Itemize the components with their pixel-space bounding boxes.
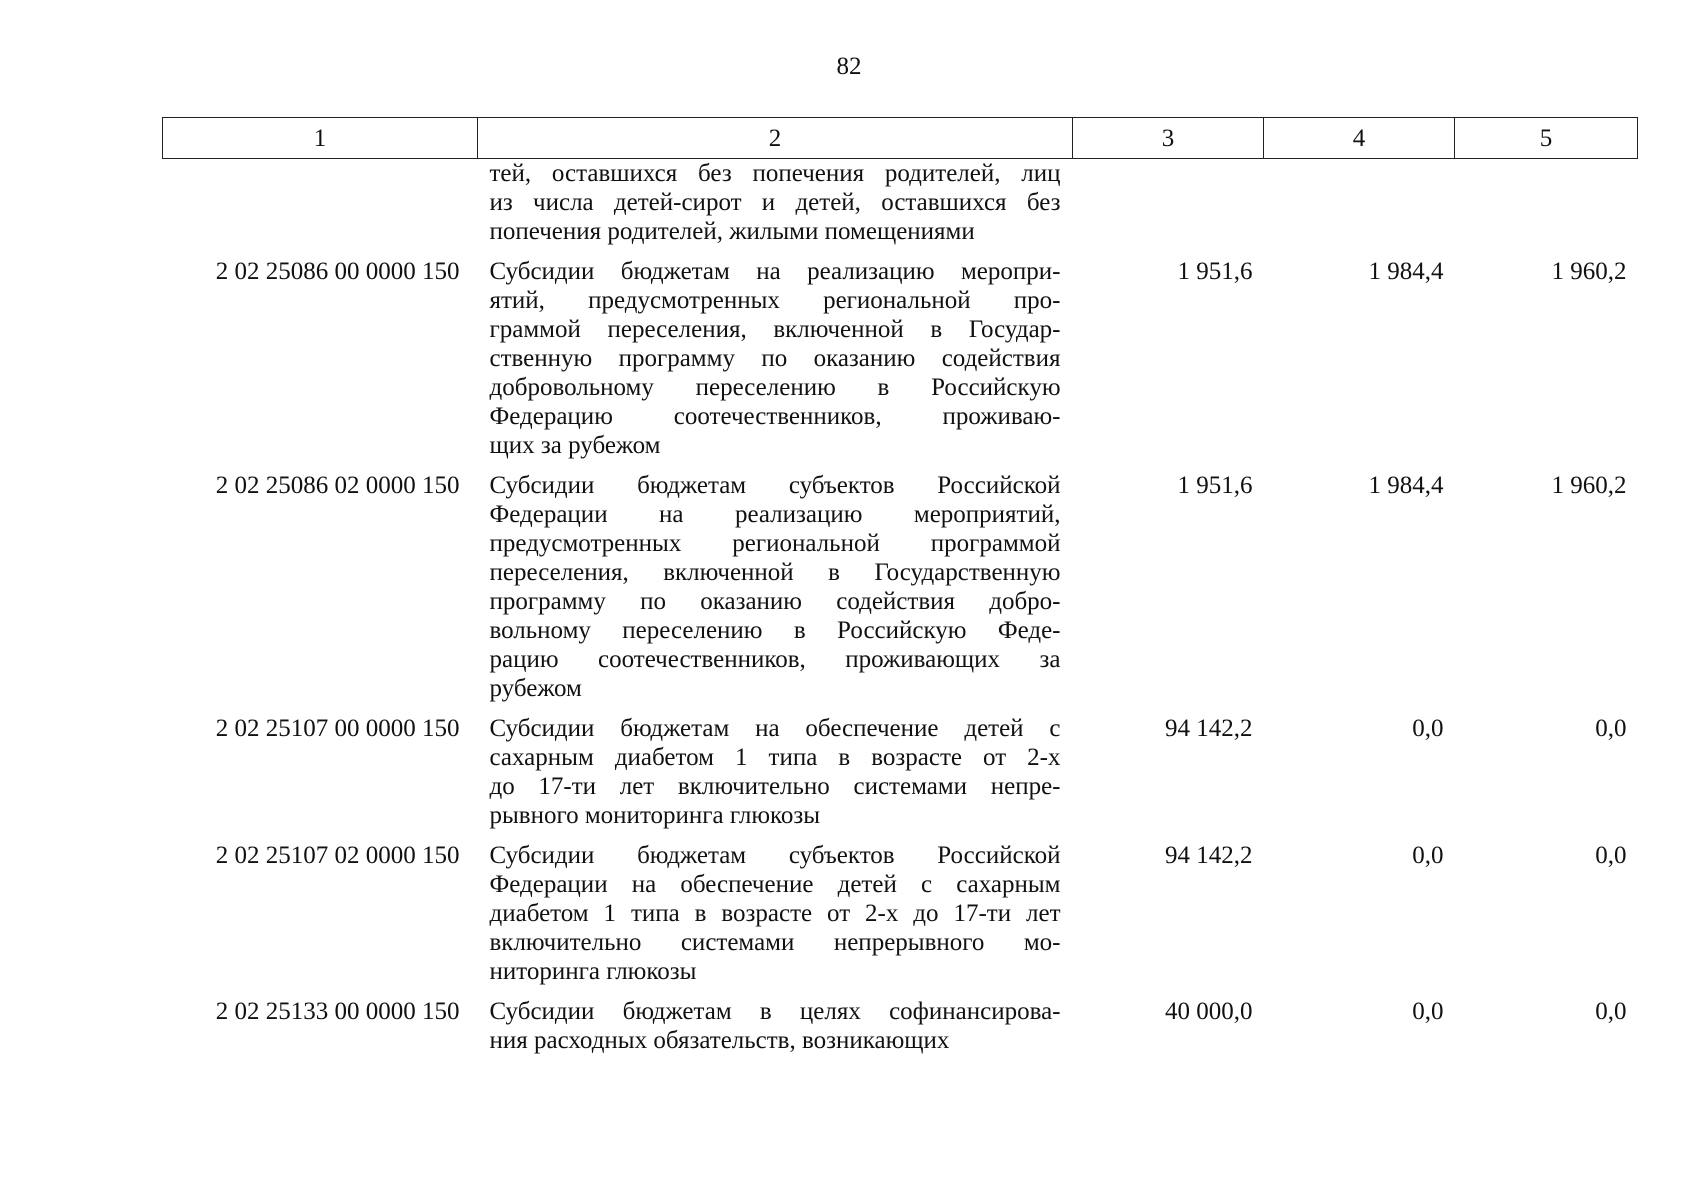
table-row	[163, 471, 1638, 714]
description-line: ниторинга глюкозы	[489, 958, 697, 985]
column-header-4: 4	[1264, 118, 1455, 159]
description-line: Субсидии бюджетам на реализацию меропри-	[489, 258, 1061, 285]
value-cell-col5: 0,0	[1595, 715, 1627, 742]
description-line: ния расходных обязательств, возникающих	[489, 1027, 950, 1054]
description-line: рывного мониторинга глюкозы	[489, 802, 821, 829]
description-line: предусмотренных региональной программой	[489, 530, 1061, 557]
value-cell-col4: 0,0	[1412, 715, 1444, 742]
table-row	[163, 841, 1638, 997]
value-cell-col3: 1 951,6	[1177, 258, 1253, 285]
value-cell-col3: 94 142,2	[1165, 842, 1253, 869]
description-cell	[478, 841, 1073, 997]
value-cell-col5	[1455, 159, 1638, 258]
value-cell-col3: 1 951,6	[1177, 472, 1253, 499]
description-line: ятий, предусмотренных региональной про-	[489, 287, 1061, 314]
table-header-row	[163, 118, 1638, 159]
code-cell: 2 02 25133 00 0000 150	[215, 998, 460, 1025]
code-cell: 2 02 25086 02 0000 150	[215, 472, 460, 499]
description-line: Субсидии бюджетам субъектов Российской	[489, 472, 1061, 499]
description-line: Федерации на реализацию мероприятий,	[489, 501, 1061, 528]
description-cell	[478, 159, 1073, 258]
column-header-5: 5	[1455, 118, 1638, 159]
code-cell	[163, 159, 478, 258]
value-cell-col4: 0,0	[1412, 998, 1444, 1025]
description-line: Федерации на обеспечение детей с сахарным	[489, 871, 1061, 898]
value-cell-col3: 94 142,2	[1165, 715, 1253, 742]
description-line: из числа детей-сирот и детей, оставшихся без	[489, 189, 1061, 216]
description-line: сахарным диабетом 1 типа в возрасте от 2-х	[489, 744, 1061, 771]
description-cell	[478, 714, 1073, 841]
description-line: Субсидии бюджетам в целях софинансирова-	[489, 998, 1061, 1025]
description-line: тей, оставшихся без попечения родителей, лиц	[489, 160, 1061, 187]
table-body	[163, 159, 1638, 1067]
description-line: программу по оказанию содействия добро-	[489, 588, 1061, 615]
description-cell	[478, 471, 1073, 714]
description-line: рубежом	[489, 675, 582, 702]
description-line: Федерацию соотечественников, проживаю-	[489, 403, 1061, 430]
value-cell-col5: 1 960,2	[1551, 472, 1627, 499]
table-row	[163, 714, 1638, 841]
description-line: граммой переселения, включенной в Государ-	[489, 316, 1061, 343]
value-cell-col4	[1264, 159, 1455, 258]
table-row	[163, 997, 1638, 1066]
column-header-3: 3	[1073, 118, 1264, 159]
value-cell-col5: 0,0	[1595, 842, 1627, 869]
code-cell: 2 02 25086 00 0000 150	[215, 258, 460, 285]
description-line: включительно системами непрерывного мо-	[489, 929, 1061, 956]
description-line: добровольному переселению в Российскую	[489, 374, 1061, 401]
table-row	[163, 257, 1638, 471]
description-line: щих за рубежом	[489, 432, 661, 459]
description-cell	[478, 997, 1073, 1066]
value-cell-col3	[1073, 159, 1264, 258]
description-line: переселения, включенной в Государственную	[489, 559, 1061, 586]
description-line: до 17-ти лет включительно системами непре-	[489, 773, 1061, 800]
description-line: Субсидии бюджетам на обеспечение детей с	[489, 715, 1061, 742]
description-line: ственную программу по оказанию содействия	[489, 345, 1061, 372]
value-cell-col4: 0,0	[1412, 842, 1444, 869]
description-cell	[478, 257, 1073, 471]
description-line: попечения родителей, жилыми помещениями	[489, 218, 975, 245]
budget-table	[162, 117, 1638, 1066]
value-cell-col4: 1 984,4	[1368, 472, 1444, 499]
code-cell: 2 02 25107 00 0000 150	[215, 715, 460, 742]
description-line: вольному переселению в Российскую Феде-	[489, 617, 1061, 644]
description-line: диабетом 1 типа в возрасте от 2-х до 17-ти лет	[489, 900, 1061, 927]
value-cell-col5: 0,0	[1595, 998, 1627, 1025]
code-cell: 2 02 25107 02 0000 150	[215, 842, 460, 869]
value-cell-col4: 1 984,4	[1368, 258, 1444, 285]
column-header-2: 2	[478, 118, 1073, 159]
description-line: рацию соотечественников, проживающих за	[489, 646, 1061, 673]
column-header-1: 1	[163, 118, 478, 159]
value-cell-col5: 1 960,2	[1551, 258, 1627, 285]
value-cell-col3: 40 000,0	[1165, 998, 1253, 1025]
description-line: Субсидии бюджетам субъектов Российской	[489, 842, 1061, 869]
table-row-continuation	[163, 159, 1638, 258]
page-number: 82	[836, 53, 862, 80]
